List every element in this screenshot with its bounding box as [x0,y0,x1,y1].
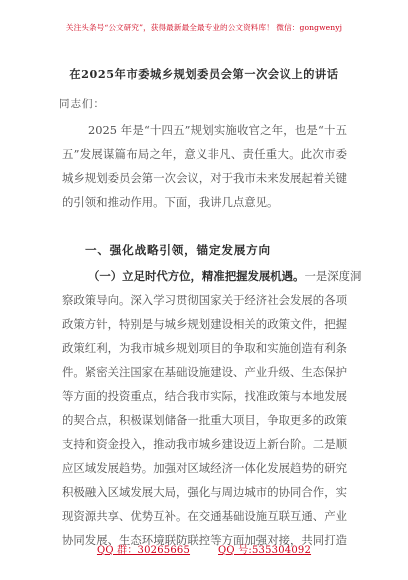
intro-line: 城乡规划委员会第一次会议，对于我市未来发展起着关键 [62,171,347,185]
paragraph-line: 的契合点，积极谋划储备一批重大项目，争取更多的政策 [62,413,347,427]
contact-footer [0,541,408,556]
intro-line: 的引领和推动作用。下面，我讲几点意见。 [62,195,279,209]
paragraph-first-line [88,268,362,284]
paragraph-line: 件。紧密关注国家在基础设施建设、产业升级、生态保护 [62,365,347,379]
salutation: 同志们： [59,98,105,110]
paragraph-line: 察政策导向。深入学习贯彻国家关于经济社会发展的各项 [62,293,347,307]
paragraph-line: 现资源共享、优势互补。在交通基础设施互联互通、产业 [62,509,347,523]
intro-line: 2025 年是“十四五”规划实施收官之年，也是“十五 [88,123,347,137]
paragraph-text: 一是深度洞 [304,269,362,283]
subsection-label: （一）立足时代方位，精准把握发展机遇。 [88,269,305,283]
paragraph-line: 协同发展、生态环境联防联控等方面加强对接，共同打造 [62,533,347,547]
promo-banner: 关注头条号“公文研究”，获得最新最全最专业的公文资料库！ 微信：gongwenyj [65,23,343,32]
paragraph-line: 政策方针，特别是与城乡规划建设相关的政策文件，把握 [62,317,347,331]
paragraph-line: 政策红利，为我市城乡规划项目的争取和实施创造有利条 [62,341,347,355]
paragraph-line: 应区域发展趋势。加强对区域经济一体化发展趋势的研究 [62,461,347,475]
qq-group[interactable]: QQ 群：30265665 [96,545,191,556]
paragraph-line: 支持和资金投入，推动我市城乡建设迈上新台阶。二是顺 [62,437,347,451]
document-title: 在2025年市委城乡规划委员会第一次会议上的讲话 [69,67,339,81]
paragraph-line: 积极融入区域发展大局，强化与周边城市的协同合作，实 [62,485,347,499]
intro-line: 五”发展谋篇布局之年，意义非凡、责任重大。此次市委 [62,147,347,161]
paragraph-line: 等方面的投资重点，结合我市实际，找准政策与本地发展 [62,389,347,403]
section-heading: 一、强化战略引领，锚定发展方向 [85,243,271,257]
qq-number[interactable]: QQ 号:535304092 [218,545,312,556]
